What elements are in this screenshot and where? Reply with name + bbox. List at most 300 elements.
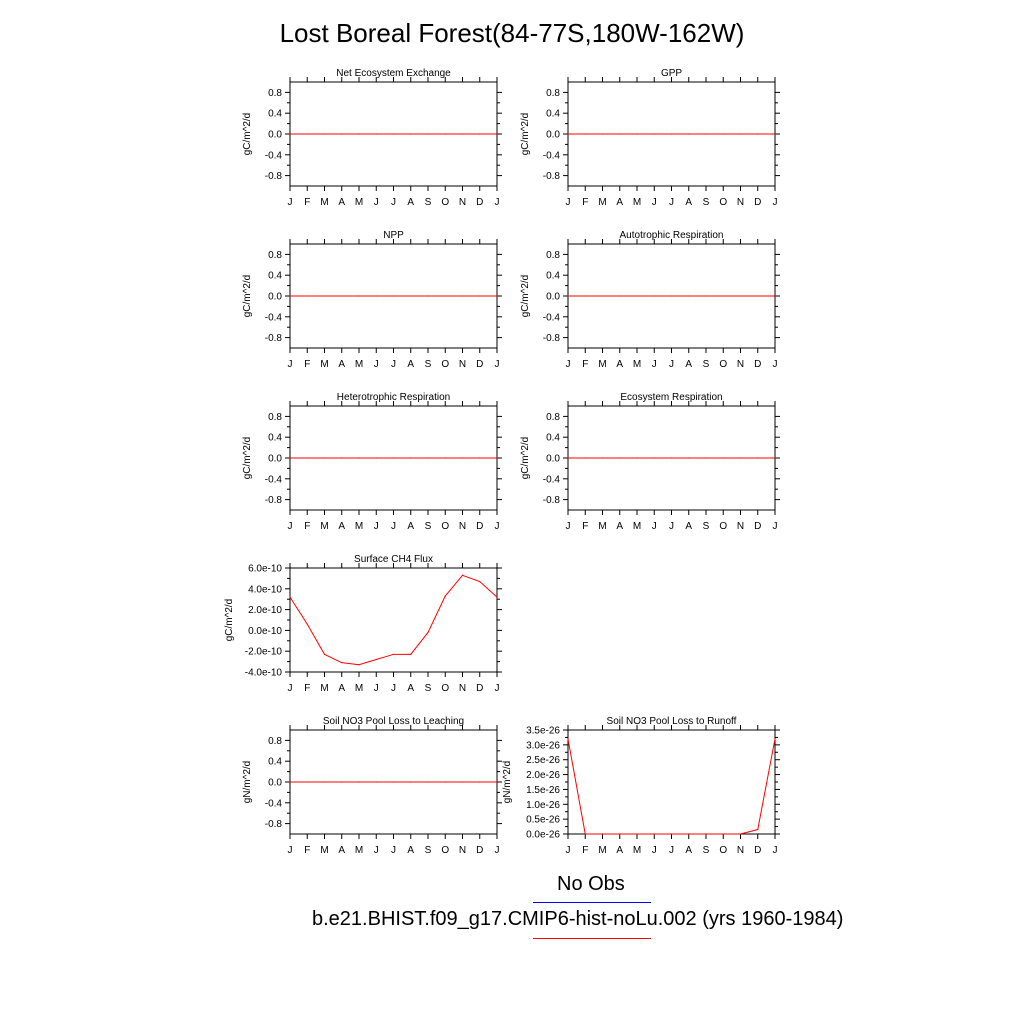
data-point	[636, 457, 637, 458]
chart-panel-6	[520, 392, 780, 532]
y-tick-label: 0.4	[268, 756, 282, 768]
data-point	[358, 295, 359, 296]
y-tick-label: -0.8	[264, 171, 282, 183]
x-tick-label-N: N	[458, 359, 467, 370]
data-point	[602, 833, 603, 834]
x-tick-label-J: J	[287, 197, 293, 208]
x-tick-label-A: A	[616, 521, 624, 532]
data-point	[567, 133, 568, 134]
data-point	[496, 597, 497, 598]
panel-title: Heterotrophic Respiration	[336, 392, 451, 403]
data-point	[567, 295, 568, 296]
x-tick-label-M: M	[598, 521, 607, 532]
x-tick-label-A: A	[407, 197, 415, 208]
x-tick-label-A: A	[407, 845, 415, 856]
x-tick-label-J: J	[373, 359, 379, 370]
data-point	[358, 457, 359, 458]
data-point	[341, 457, 342, 458]
y-tick-label: 0.0	[546, 453, 560, 465]
x-tick-label-D: D	[476, 683, 484, 694]
x-tick-label-J: J	[565, 359, 571, 370]
x-tick-label-A: A	[407, 359, 415, 370]
chart-panel-5	[242, 392, 502, 532]
data-point	[567, 738, 568, 739]
data-point	[496, 295, 497, 296]
x-tick-label-F: F	[582, 359, 589, 370]
data-point	[774, 457, 775, 458]
y-tick-label: 0.4	[546, 108, 560, 120]
chart-panel-3	[242, 230, 502, 370]
x-tick-label-S: S	[702, 845, 710, 856]
data-point	[723, 457, 724, 458]
data-point	[462, 575, 463, 576]
x-tick-label-M: M	[320, 683, 329, 694]
x-tick-label-J: J	[651, 845, 657, 856]
x-tick-label-D: D	[754, 359, 762, 370]
y-tick-label: -0.4	[264, 474, 282, 486]
data-point	[289, 597, 290, 598]
data-point	[358, 133, 359, 134]
data-point	[324, 457, 325, 458]
y-tick-label: 0.8	[268, 249, 282, 261]
y-tick-label: 0.4	[546, 432, 560, 444]
x-tick-label-M: M	[632, 845, 642, 856]
x-tick-label-J: J	[494, 845, 500, 856]
data-point	[427, 457, 428, 458]
data-point	[602, 133, 603, 134]
panel-title: Autotrophic Respiration	[619, 230, 724, 241]
data-point	[341, 781, 342, 782]
legend-model-line	[533, 938, 651, 939]
data-point	[376, 295, 377, 296]
x-tick-label-O: O	[719, 197, 728, 208]
x-tick-label-M: M	[632, 359, 642, 370]
x-tick-label-S: S	[424, 683, 432, 694]
chart-panel-8	[242, 716, 502, 856]
y-tick-label: 0.8	[268, 87, 282, 99]
data-point	[602, 295, 603, 296]
y-tick-label: -2.0e-10	[244, 646, 282, 658]
y-tick-label: -0.4	[542, 312, 560, 324]
data-point	[585, 457, 586, 458]
x-tick-label-M: M	[354, 359, 364, 370]
data-point	[671, 295, 672, 296]
x-tick-label-S: S	[702, 521, 710, 532]
data-point	[358, 664, 359, 665]
x-tick-label-A: A	[616, 845, 624, 856]
y-axis-label: gN/m^2/d	[502, 760, 513, 804]
chart-panel-2	[520, 68, 780, 208]
data-point	[479, 133, 480, 134]
data-point	[307, 624, 308, 625]
data-point	[462, 457, 463, 458]
x-tick-label-A: A	[685, 359, 693, 370]
x-tick-label-M: M	[354, 197, 364, 208]
data-point	[757, 295, 758, 296]
x-tick-label-M: M	[320, 845, 329, 856]
data-point	[393, 457, 394, 458]
x-tick-label-A: A	[407, 683, 415, 694]
y-axis-label: gC/m^2/d	[520, 274, 531, 318]
x-tick-label-F: F	[304, 683, 311, 694]
data-point	[688, 133, 689, 134]
x-tick-label-A: A	[338, 359, 346, 370]
x-tick-label-S: S	[702, 197, 710, 208]
data-point	[393, 781, 394, 782]
x-tick-label-D: D	[476, 197, 484, 208]
x-tick-label-J: J	[669, 359, 674, 370]
y-tick-label: 2.5e-26	[526, 755, 560, 767]
x-tick-label-F: F	[304, 359, 311, 370]
y-tick-label: 2.0e-26	[526, 770, 560, 782]
data-point	[341, 295, 342, 296]
figure-title: Lost Boreal Forest(84-77S,180W-162W)	[279, 18, 745, 48]
x-tick-label-J: J	[391, 197, 396, 208]
y-tick-label: 0.0e-26	[526, 829, 560, 841]
y-axis-label: gN/m^2/d	[242, 760, 253, 804]
data-point	[705, 457, 706, 458]
data-point	[740, 457, 741, 458]
y-tick-label: -0.8	[264, 819, 282, 831]
y-tick-label: 2.0e-10	[248, 605, 282, 617]
y-tick-label: -0.4	[264, 150, 282, 162]
data-point	[654, 457, 655, 458]
x-tick-label-F: F	[582, 197, 589, 208]
data-point	[324, 133, 325, 134]
data-point	[740, 295, 741, 296]
panel-title: NPP	[383, 230, 404, 241]
data-point	[740, 833, 741, 834]
x-tick-label-J: J	[287, 845, 293, 856]
x-tick-label-J: J	[772, 197, 778, 208]
x-tick-label-J: J	[391, 359, 396, 370]
x-tick-label-F: F	[304, 845, 311, 856]
data-point	[619, 133, 620, 134]
data-point	[585, 295, 586, 296]
data-point	[636, 833, 637, 834]
y-tick-label: -4.0e-10	[244, 667, 282, 679]
data-point	[723, 295, 724, 296]
x-tick-label-N: N	[458, 845, 467, 856]
data-point	[445, 295, 446, 296]
x-tick-label-J: J	[494, 197, 500, 208]
data-point	[757, 457, 758, 458]
x-tick-label-A: A	[407, 521, 415, 532]
x-tick-label-S: S	[424, 845, 432, 856]
data-point	[723, 833, 724, 834]
x-tick-label-S: S	[424, 521, 432, 532]
y-tick-label: 0.0e-10	[248, 625, 282, 637]
x-tick-label-J: J	[287, 359, 293, 370]
data-point	[723, 133, 724, 134]
x-tick-label-D: D	[754, 521, 762, 532]
x-tick-label-D: D	[476, 521, 484, 532]
x-tick-label-J: J	[651, 359, 657, 370]
data-point	[496, 133, 497, 134]
data-point	[479, 581, 480, 582]
data-point	[671, 133, 672, 134]
y-axis-label: gC/m^2/d	[520, 436, 531, 480]
data-point	[289, 133, 290, 134]
data-point	[410, 781, 411, 782]
data-point	[757, 133, 758, 134]
x-tick-label-J: J	[494, 521, 500, 532]
data-point	[479, 295, 480, 296]
x-tick-label-F: F	[582, 521, 589, 532]
y-tick-label: 1.0e-26	[526, 799, 560, 811]
data-point	[688, 295, 689, 296]
y-axis-label: gC/m^2/d	[520, 112, 531, 156]
data-point	[410, 457, 411, 458]
x-tick-label-D: D	[476, 845, 484, 856]
x-tick-label-M: M	[632, 521, 642, 532]
x-tick-label-O: O	[441, 197, 450, 208]
x-tick-label-J: J	[772, 521, 778, 532]
data-point	[393, 295, 394, 296]
x-tick-label-N: N	[458, 197, 467, 208]
data-point	[307, 781, 308, 782]
data-point	[376, 781, 377, 782]
data-point	[585, 133, 586, 134]
y-axis-label: gC/m^2/d	[224, 598, 235, 642]
y-tick-label: -0.8	[542, 495, 560, 507]
y-tick-label: -0.8	[264, 495, 282, 507]
data-point	[636, 133, 637, 134]
x-tick-label-N: N	[736, 521, 745, 532]
data-point	[307, 133, 308, 134]
data-point	[585, 833, 586, 834]
x-tick-label-J: J	[391, 683, 396, 694]
x-tick-label-O: O	[719, 521, 728, 532]
data-point	[774, 133, 775, 134]
x-tick-label-J: J	[494, 359, 500, 370]
data-point	[445, 595, 446, 596]
data-point	[462, 295, 463, 296]
data-point	[376, 457, 377, 458]
y-tick-label: 0.8	[268, 735, 282, 747]
y-tick-label: 6.0e-10	[248, 563, 282, 575]
data-point	[636, 295, 637, 296]
x-tick-label-M: M	[320, 197, 329, 208]
y-tick-label: 0.4	[268, 108, 282, 120]
data-point	[376, 659, 377, 660]
x-tick-label-N: N	[736, 845, 745, 856]
data-point	[289, 457, 290, 458]
x-tick-label-J: J	[494, 683, 500, 694]
data-point	[462, 133, 463, 134]
y-tick-label: 0.8	[268, 411, 282, 423]
x-tick-label-A: A	[338, 845, 346, 856]
y-tick-label: 0.0	[268, 129, 282, 141]
data-point	[705, 133, 706, 134]
y-axis-label: gC/m^2/d	[242, 112, 253, 156]
x-tick-label-F: F	[304, 521, 311, 532]
data-point	[705, 295, 706, 296]
x-tick-label-S: S	[424, 359, 432, 370]
x-tick-label-M: M	[354, 845, 364, 856]
x-tick-label-D: D	[754, 845, 762, 856]
panel-title: Net Ecosystem Exchange	[336, 68, 451, 79]
data-point	[740, 133, 741, 134]
x-tick-label-A: A	[338, 683, 346, 694]
data-point	[358, 781, 359, 782]
x-tick-label-D: D	[754, 197, 762, 208]
x-tick-label-J: J	[565, 845, 571, 856]
data-point	[445, 781, 446, 782]
data-point	[307, 295, 308, 296]
x-tick-label-J: J	[287, 683, 293, 694]
data-point	[688, 833, 689, 834]
x-tick-label-D: D	[476, 359, 484, 370]
x-tick-label-M: M	[598, 845, 607, 856]
y-tick-label: 0.4	[268, 432, 282, 444]
y-tick-label: 0.5e-26	[526, 814, 560, 826]
x-tick-label-J: J	[565, 521, 571, 532]
data-point	[410, 295, 411, 296]
x-tick-label-N: N	[458, 521, 467, 532]
x-tick-label-A: A	[338, 197, 346, 208]
data-point	[410, 133, 411, 134]
x-tick-label-J: J	[565, 197, 571, 208]
x-tick-label-J: J	[373, 845, 379, 856]
data-point	[376, 133, 377, 134]
chart-panel-4	[520, 230, 780, 370]
panel-title: Soil NO3 Pool Loss to Runoff	[606, 716, 737, 727]
x-tick-label-M: M	[320, 359, 329, 370]
y-tick-label: 0.0	[546, 291, 560, 303]
x-tick-label-O: O	[441, 845, 450, 856]
data-point	[619, 457, 620, 458]
x-tick-label-J: J	[373, 521, 379, 532]
y-tick-label: -0.8	[264, 333, 282, 345]
data-point	[427, 133, 428, 134]
y-tick-label: 0.0	[546, 129, 560, 141]
data-point	[496, 457, 497, 458]
x-tick-label-M: M	[354, 521, 364, 532]
x-tick-label-O: O	[441, 521, 450, 532]
x-tick-label-O: O	[441, 359, 450, 370]
x-tick-label-S: S	[424, 197, 432, 208]
data-point	[289, 295, 290, 296]
y-tick-label: 3.0e-26	[526, 740, 560, 752]
plot-frame	[290, 568, 497, 672]
y-tick-label: 0.8	[546, 411, 560, 423]
panel-title: Soil NO3 Pool Loss to Leaching	[322, 716, 465, 727]
data-point	[567, 457, 568, 458]
chart-panel-9	[502, 716, 780, 856]
y-tick-label: -0.4	[264, 312, 282, 324]
data-point	[705, 833, 706, 834]
y-tick-label: 0.8	[546, 249, 560, 261]
x-tick-label-A: A	[685, 197, 693, 208]
data-point	[654, 833, 655, 834]
plot-frame	[568, 730, 775, 834]
x-tick-label-J: J	[373, 683, 379, 694]
data-point	[654, 133, 655, 134]
legend-obs-label: No Obs	[557, 873, 625, 895]
x-tick-label-F: F	[582, 845, 589, 856]
x-tick-label-O: O	[719, 359, 728, 370]
y-tick-label: 0.4	[546, 270, 560, 282]
data-point	[445, 457, 446, 458]
x-tick-label-F: F	[304, 197, 311, 208]
x-tick-label-J: J	[651, 197, 657, 208]
y-tick-label: 1.5e-26	[526, 784, 560, 796]
data-point	[619, 295, 620, 296]
y-axis-label: gC/m^2/d	[242, 436, 253, 480]
y-axis-label: gC/m^2/d	[242, 274, 253, 318]
data-point	[445, 133, 446, 134]
x-tick-label-N: N	[736, 359, 745, 370]
data-point	[427, 781, 428, 782]
x-tick-label-A: A	[685, 521, 693, 532]
data-point	[324, 295, 325, 296]
legend-obs-line	[533, 902, 651, 903]
data-point	[341, 133, 342, 134]
data-point	[774, 738, 775, 739]
x-tick-label-J: J	[772, 845, 778, 856]
y-tick-label: 0.0	[268, 453, 282, 465]
data-point	[602, 457, 603, 458]
data-point	[341, 662, 342, 663]
data-point	[393, 654, 394, 655]
y-tick-label: -0.4	[542, 474, 560, 486]
data-point	[462, 781, 463, 782]
data-point	[671, 833, 672, 834]
series-line	[568, 739, 775, 834]
x-tick-label-J: J	[669, 197, 674, 208]
x-tick-label-J: J	[391, 845, 396, 856]
x-tick-label-M: M	[598, 359, 607, 370]
y-tick-label: -0.4	[264, 798, 282, 810]
data-point	[619, 833, 620, 834]
x-tick-label-O: O	[441, 683, 450, 694]
data-point	[479, 457, 480, 458]
x-tick-label-M: M	[354, 683, 364, 694]
x-tick-label-M: M	[632, 197, 642, 208]
x-tick-label-J: J	[669, 845, 674, 856]
data-point	[427, 295, 428, 296]
x-tick-label-A: A	[616, 197, 624, 208]
y-tick-label: -0.8	[542, 333, 560, 345]
y-tick-label: 0.8	[546, 87, 560, 99]
legend-model-label: b.e21.BHIST.f09_g17.CMIP6-hist-noLu.002 (yrs 1960-1984)	[312, 908, 844, 930]
data-point	[479, 781, 480, 782]
panel-title: Ecosystem Respiration	[620, 392, 723, 403]
data-point	[757, 829, 758, 830]
data-point	[654, 295, 655, 296]
x-tick-label-N: N	[458, 683, 467, 694]
data-point	[688, 457, 689, 458]
y-tick-label: 3.5e-26	[526, 725, 560, 737]
x-tick-label-J: J	[287, 521, 293, 532]
x-tick-label-N: N	[736, 197, 745, 208]
x-tick-label-A: A	[685, 845, 693, 856]
series-line	[290, 575, 497, 664]
y-tick-label: 0.0	[268, 777, 282, 789]
data-point	[774, 295, 775, 296]
y-tick-label: -0.4	[542, 150, 560, 162]
data-point	[324, 781, 325, 782]
data-point	[427, 632, 428, 633]
data-point	[671, 457, 672, 458]
x-tick-label-M: M	[320, 521, 329, 532]
x-tick-label-J: J	[651, 521, 657, 532]
x-tick-label-A: A	[338, 521, 346, 532]
x-tick-label-J: J	[772, 359, 778, 370]
chart-panel-1	[242, 68, 502, 208]
data-point	[324, 654, 325, 655]
